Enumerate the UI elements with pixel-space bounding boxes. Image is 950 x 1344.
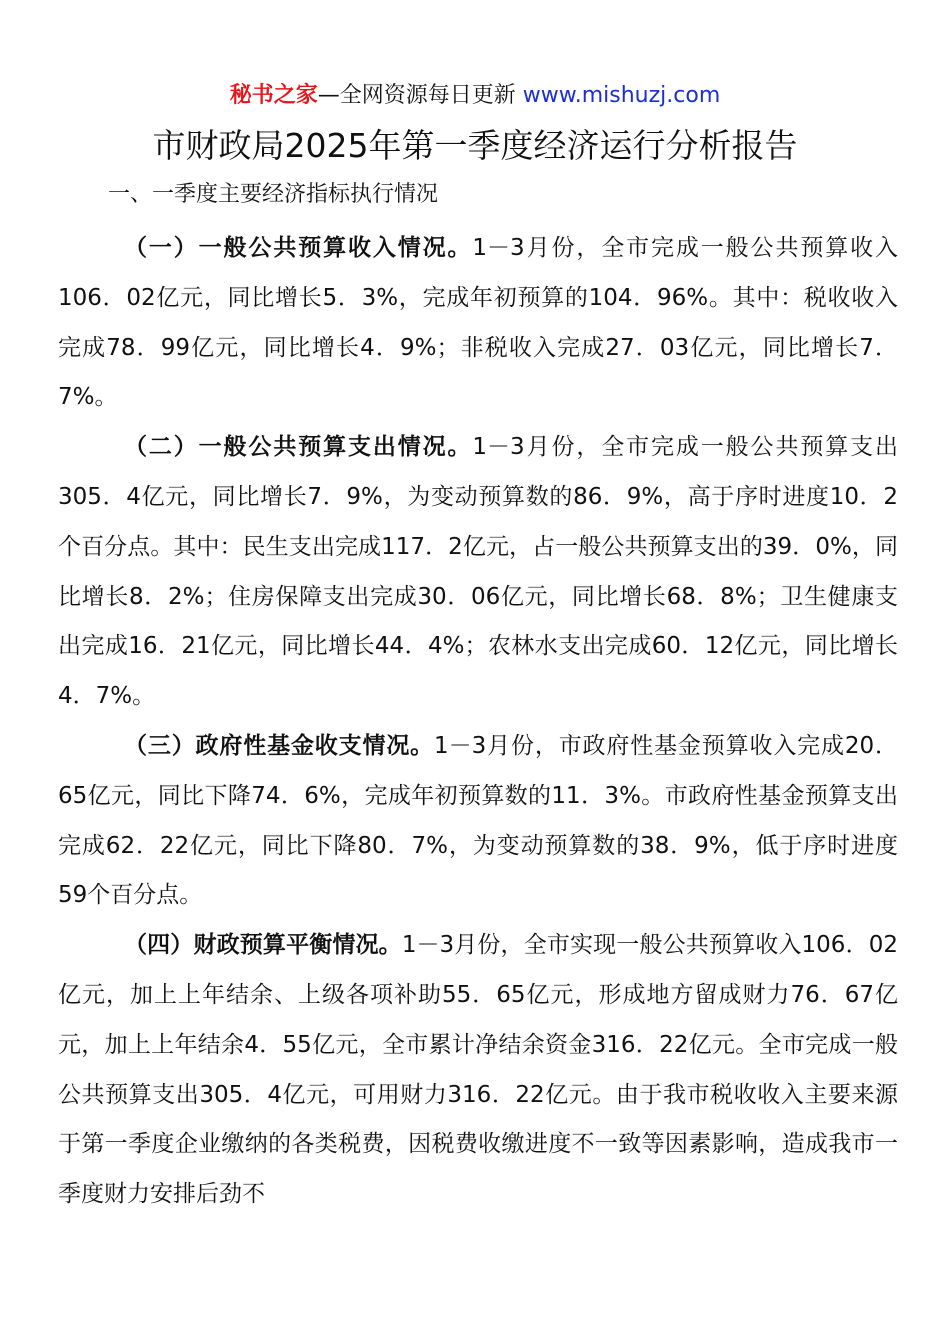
document-body bbox=[58, 224, 898, 1220]
paragraph-text: 1－3月份，市政府性基金预算收入完成20．65亿元，同比下降74．6%，完成年初预算数的11．3%。市政府性基金预算支出完成62．22亿元，同比下降80．7%，为变动预算数的38．9%，低于序时进度59个百分点。 bbox=[58, 732, 898, 909]
paragraph-lead: （一）一般公共预算收入情况。 bbox=[124, 235, 473, 261]
paragraph-revenue bbox=[58, 224, 898, 423]
paragraph-government-fund bbox=[58, 722, 898, 921]
paragraph-lead: （二）一般公共预算支出情况。 bbox=[124, 434, 473, 461]
document-title: 市财政局2025年第一季度经济运行分析报告 bbox=[152, 126, 798, 165]
site-brand: 秘书之家 bbox=[229, 83, 318, 108]
paragraph-expenditure bbox=[58, 423, 898, 722]
paragraph-text: 1－3月份，全市实现一般公共预算收入106．02亿元，加上上年结余、上级各项补助55．65亿元，形成地方留成财力76．67亿元，加上上年结余4．55亿元，全市累计净结余资金316．22亿元。全市完成一般公共预算支出305．4亿元，可用财力316．22亿元。由于我市税收收入主要来源于第一季度企业缴纳的各类税费，因税费收缴进度不一致等因素影响，造成我市一季度财力安排后劲不 bbox=[58, 932, 898, 1208]
paragraph-text: 1－3月份，全市完成一般公共预算收入106．02亿元，同比增长5．3%，完成年初预算的104．96%。其中：税收收入完成78．99亿元，同比增长4．9%；非税收入完成27．03亿元，同比增长7．7%。 bbox=[58, 235, 898, 411]
paragraph-lead: （三）政府性基金收支情况。 bbox=[124, 732, 435, 759]
paragraph-lead: （四）财政预算平衡情况。 bbox=[124, 932, 402, 959]
section-heading: 一、一季度主要经济指标执行情况 bbox=[108, 182, 439, 207]
paragraph-budget-balance bbox=[58, 921, 898, 1220]
site-tagline: —全网资源每日更新 bbox=[317, 83, 516, 108]
site-url-link[interactable]: www.mishuzj.com bbox=[522, 83, 721, 108]
paragraph-text: 1－3月份，全市完成一般公共预算支出305．4亿元，同比增长7．9%，为变动预算数的86．9%，高于序时进度10．2个百分点。其中：民生支出完成117．2亿元，占一般公共预算支出的39．0%，同比增长8．2%；住房保障支出完成30．06亿元，同比增长68．8%；卫生健康支出完成16．21亿元，同比增长44．4%；农林水支出完成60．12亿元，同比增长4．7%。 bbox=[58, 434, 898, 710]
site-header bbox=[0, 80, 950, 112]
